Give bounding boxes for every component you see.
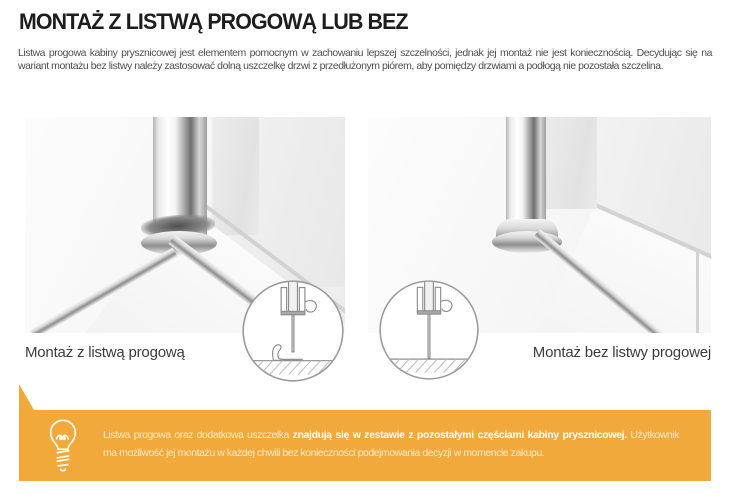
glass-pane-edge xyxy=(540,117,597,209)
caption-with-strip: Montaż z listwą progową xyxy=(25,344,185,361)
inset-diagram-without-strip xyxy=(377,278,481,382)
profile-wall-right xyxy=(299,288,305,312)
inset-diagram-with-strip xyxy=(240,278,346,384)
note-tail-text: Użytkownik ma możliwość jej montażu w każdej chwili bez konieczności podejmowania decyzji w momencie zakupu. xyxy=(103,429,679,459)
extended-seal-fin xyxy=(428,314,430,358)
lightbulb-icon xyxy=(44,418,82,474)
profile-wall-left xyxy=(417,287,422,311)
bulb-tip xyxy=(61,469,66,470)
note-banner-fold xyxy=(19,384,34,410)
wall-corner-seam xyxy=(696,249,699,333)
note-highlight-text: znajdują się w zestawie z pozostałymi częściami kabiny prysznicowej. xyxy=(292,429,627,441)
profile-wall-right xyxy=(435,287,440,311)
bulb-glass xyxy=(51,420,76,449)
glass-pane xyxy=(425,281,434,311)
intro-paragraph: Listwa progowa kabiny prysznicowej jest elementem pomocnym w zachowaniu lepszej szczelności, jednak jej montaż nie jest koniecznością. Decydując się na wariant montażu bez listwy należy zastosować dolną uszczelkę drzwi z przedłużonym piórem, aby pomiędzy drzwiami a podłogą nie pozostała szczelina. xyxy=(18,47,712,72)
note-paragraph xyxy=(103,426,679,462)
profile-wall-left xyxy=(281,288,287,312)
caption-without-strip: Montaż bez listwy progowej xyxy=(532,344,711,361)
page-title: MONTAŻ Z LISTWĄ PROGOWĄ LUB BEZ xyxy=(19,9,408,34)
bulb-screw-threads xyxy=(57,451,68,466)
bulb-filament xyxy=(57,436,69,440)
seal-fin xyxy=(292,315,294,352)
chrome-hinge-pillar xyxy=(506,117,546,229)
note-banner xyxy=(19,410,711,481)
note-lead-text: Listwa progowa oraz dodatkowa uszczelka xyxy=(103,429,293,441)
glass-pane xyxy=(289,281,298,312)
